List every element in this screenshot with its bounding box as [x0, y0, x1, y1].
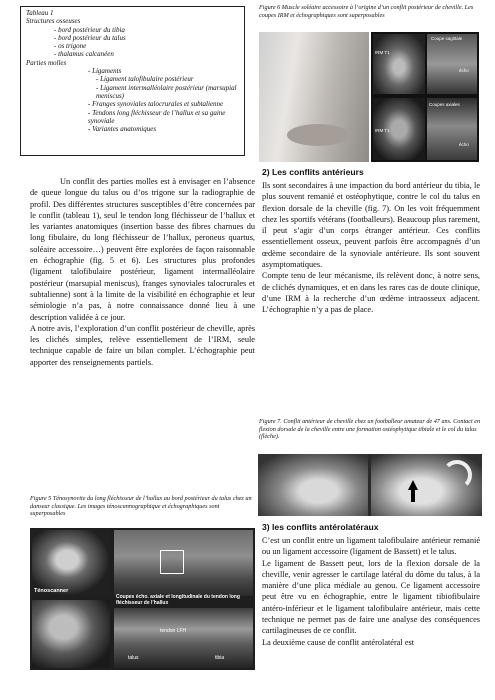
coupes-axiales-label: Coupes axiales — [429, 102, 460, 107]
figure-5-caption: Figure 5 Ténosynovite du long fléchisseur de l’hallux au bord postérieur du talus chez un danseur classique. Les images ténoscannographique et échographiques sont superposables — [30, 495, 252, 518]
paragraph: C’est un conflit entre un ligament talofibulaire antérieur remanié ou un ligament accessoire (ligament de Bassett) et le talus. — [262, 536, 480, 557]
imaging-panel — [371, 32, 479, 162]
table-ligament-item: - Ligament intermalléolaire postérieur (marsupial meniscus) — [96, 83, 237, 100]
talus-label: talus — [128, 655, 139, 661]
right-column-text-1 — [262, 180, 480, 316]
ankle-photo — [259, 32, 369, 162]
figure-7-caption: Figure 7. Conflit antérieur de cheville chez un footballeur amateur de 47 ans. Contact en flexion dorsale de la cheville entre une formation ostéophytique tibiale et le col du talus (flèche). — [259, 418, 481, 441]
echo-label-2: écho — [459, 142, 469, 147]
echo-label: écho — [459, 68, 469, 73]
table-bone-header: Structures osseuses — [26, 17, 81, 26]
table-bone-item: - bord postérieur du talus — [54, 33, 126, 42]
paragraph: Un conflit des parties molles est à envisager en l’absence de queue longue du talus ou d’os trigone sur la radiographie de profil. Des différentes structures susceptibles d’être concernées par le conflit (tableau 1), seul le tendon long fléchisseur de l’hallux et les variantes anatomiques (insertion basse des fibres charnues du long fibulaire, du long fléchisseur de l’hallux, peroneus quartus, soléaire accessoire…) peuvent être explorées de façon raisonnable en échographie (fig. 5 et 6). Les structures plus profondes (ligament talofibulaire postérieur, ligament intermalléolaire postérieur (marsupial meniscus), franges synoviales talocrurales et subtalienne) sont à la limite de la visibilité en échographie et leur sémiologie n’a pas, à notre connaissance donné lieu à une description validée à ce jour. — [30, 177, 255, 322]
right-column-text-2 — [262, 535, 480, 648]
curved-arrow-icon — [442, 460, 472, 490]
tendon-lfh-label: tendon LFH — [160, 628, 187, 634]
echo-sagittal-image — [427, 34, 477, 94]
tendon-marker — [160, 550, 184, 574]
xray-left — [258, 454, 368, 516]
table-ligaments-header: - Ligaments — [88, 67, 122, 76]
paragraph: Ils sont secondaires à une impaction du bord antérieur du tibia, le plus souvent remanié et ostéophytique, contre le col du talus en flexion dorsale de la cheville (fig. 7). On les voit fréquemment chez les sportifs vétérans (footballeurs). Beaucoup plus rarement, il peut s’agir d’un corps étranger antérieur. Ces conflits essentiellement osseux, peuvent parfois être accompagnés d’un œdème secondaire de la synoviale antérieure. Ils sont souvent asymptomatiques. — [262, 181, 480, 270]
table-ligament-item: - Ligament talofibulaire postérieur — [96, 75, 194, 84]
figure-7-image — [258, 454, 482, 516]
figure-6-image — [259, 32, 479, 162]
table-title: Tableau 1 — [26, 9, 54, 17]
mri-t1-label-2: IRM T1 — [375, 128, 390, 133]
heel-shape — [287, 124, 349, 146]
arrow-up-icon — [408, 480, 418, 490]
section-heading-anterolateral: 3) les conflits antérolatéraux — [262, 522, 379, 532]
tenoscanner-axial-image — [32, 530, 110, 596]
arrow-shaft — [411, 490, 415, 502]
table-bone-item: - bord postérieur du tibia — [54, 25, 125, 34]
mri-sagittal-image — [373, 34, 425, 94]
table-1 — [20, 6, 245, 156]
mri-t1-label: IRM T1 — [375, 50, 390, 55]
paragraph: Le ligament de Bassett peut, lors de la flexion dorsale de la cheville, venir agresser le cartilage latéral du dôme du talus, à la manière d’une plica médiale au genou. Ce ligament accessoire peut être vu en échographie, entre le ligament tibiofibulaire antéro-inférieur et le ligament talofibulaire antérieur, mais cette technique ne permet pas de faire une analyse des conséquences cartilagineuses de ce conflit. — [262, 558, 480, 636]
table-bone-item: - os trigone — [54, 42, 87, 51]
table-bone-item: - thalamus calcanéen — [54, 50, 114, 59]
echo-axial-image-2 — [427, 98, 477, 160]
table-other-item: - Variantes anatomiques — [88, 125, 157, 134]
echo-coupes-label: Coupes écho. axiale et longitudinale du tendon long fléchisseur de l’hallux — [116, 594, 240, 606]
paragraph: Compte tenu de leur mécanisme, ils relèvent donc, à notre sens, de clichés dynamiques, et en dans les rares cas de doute clinique, d’une IRM à la recherche d’un œdème intraosseux adjacent. L’échographie n’y a pas de place. — [262, 271, 480, 315]
table-other-item: - Tendons long fléchisseur de l’hallux et sa gaine synoviale — [88, 108, 226, 125]
left-column-text — [30, 176, 255, 368]
coupe-sagittale-label: Coupe sagittale — [431, 36, 463, 41]
paragraph: A notre avis, l’exploration d’un conflit postérieur de cheville, après les clichés simples, relève essentiellement de l’IRM, seule technique capable de faire un bilan complet. L’échographie peut apporter des renseignements partiels. — [30, 323, 255, 367]
figure-6-caption: Figure 6 Muscle soléaire accessoire à l’origine d’un conflit postérieur de cheville. Les coupes IRM et échographiques sont superposables — [259, 4, 474, 19]
figure-5-image — [30, 528, 255, 670]
section-heading-anterior: 2) Les conflits antérieurs — [262, 167, 364, 177]
tenoscanner-sagittal-image — [32, 600, 110, 668]
paragraph: La deuxième cause de conflit antérolatéral est — [262, 637, 415, 647]
table-other-item: - Franges synoviales talocrurales et subtalienne — [88, 100, 224, 109]
tenoscanner-label: Ténoscanner — [34, 588, 69, 594]
echo-axial-image — [114, 530, 253, 596]
tibia-label: tibia — [215, 655, 225, 661]
table-soft-header: Parties molles — [26, 58, 67, 67]
